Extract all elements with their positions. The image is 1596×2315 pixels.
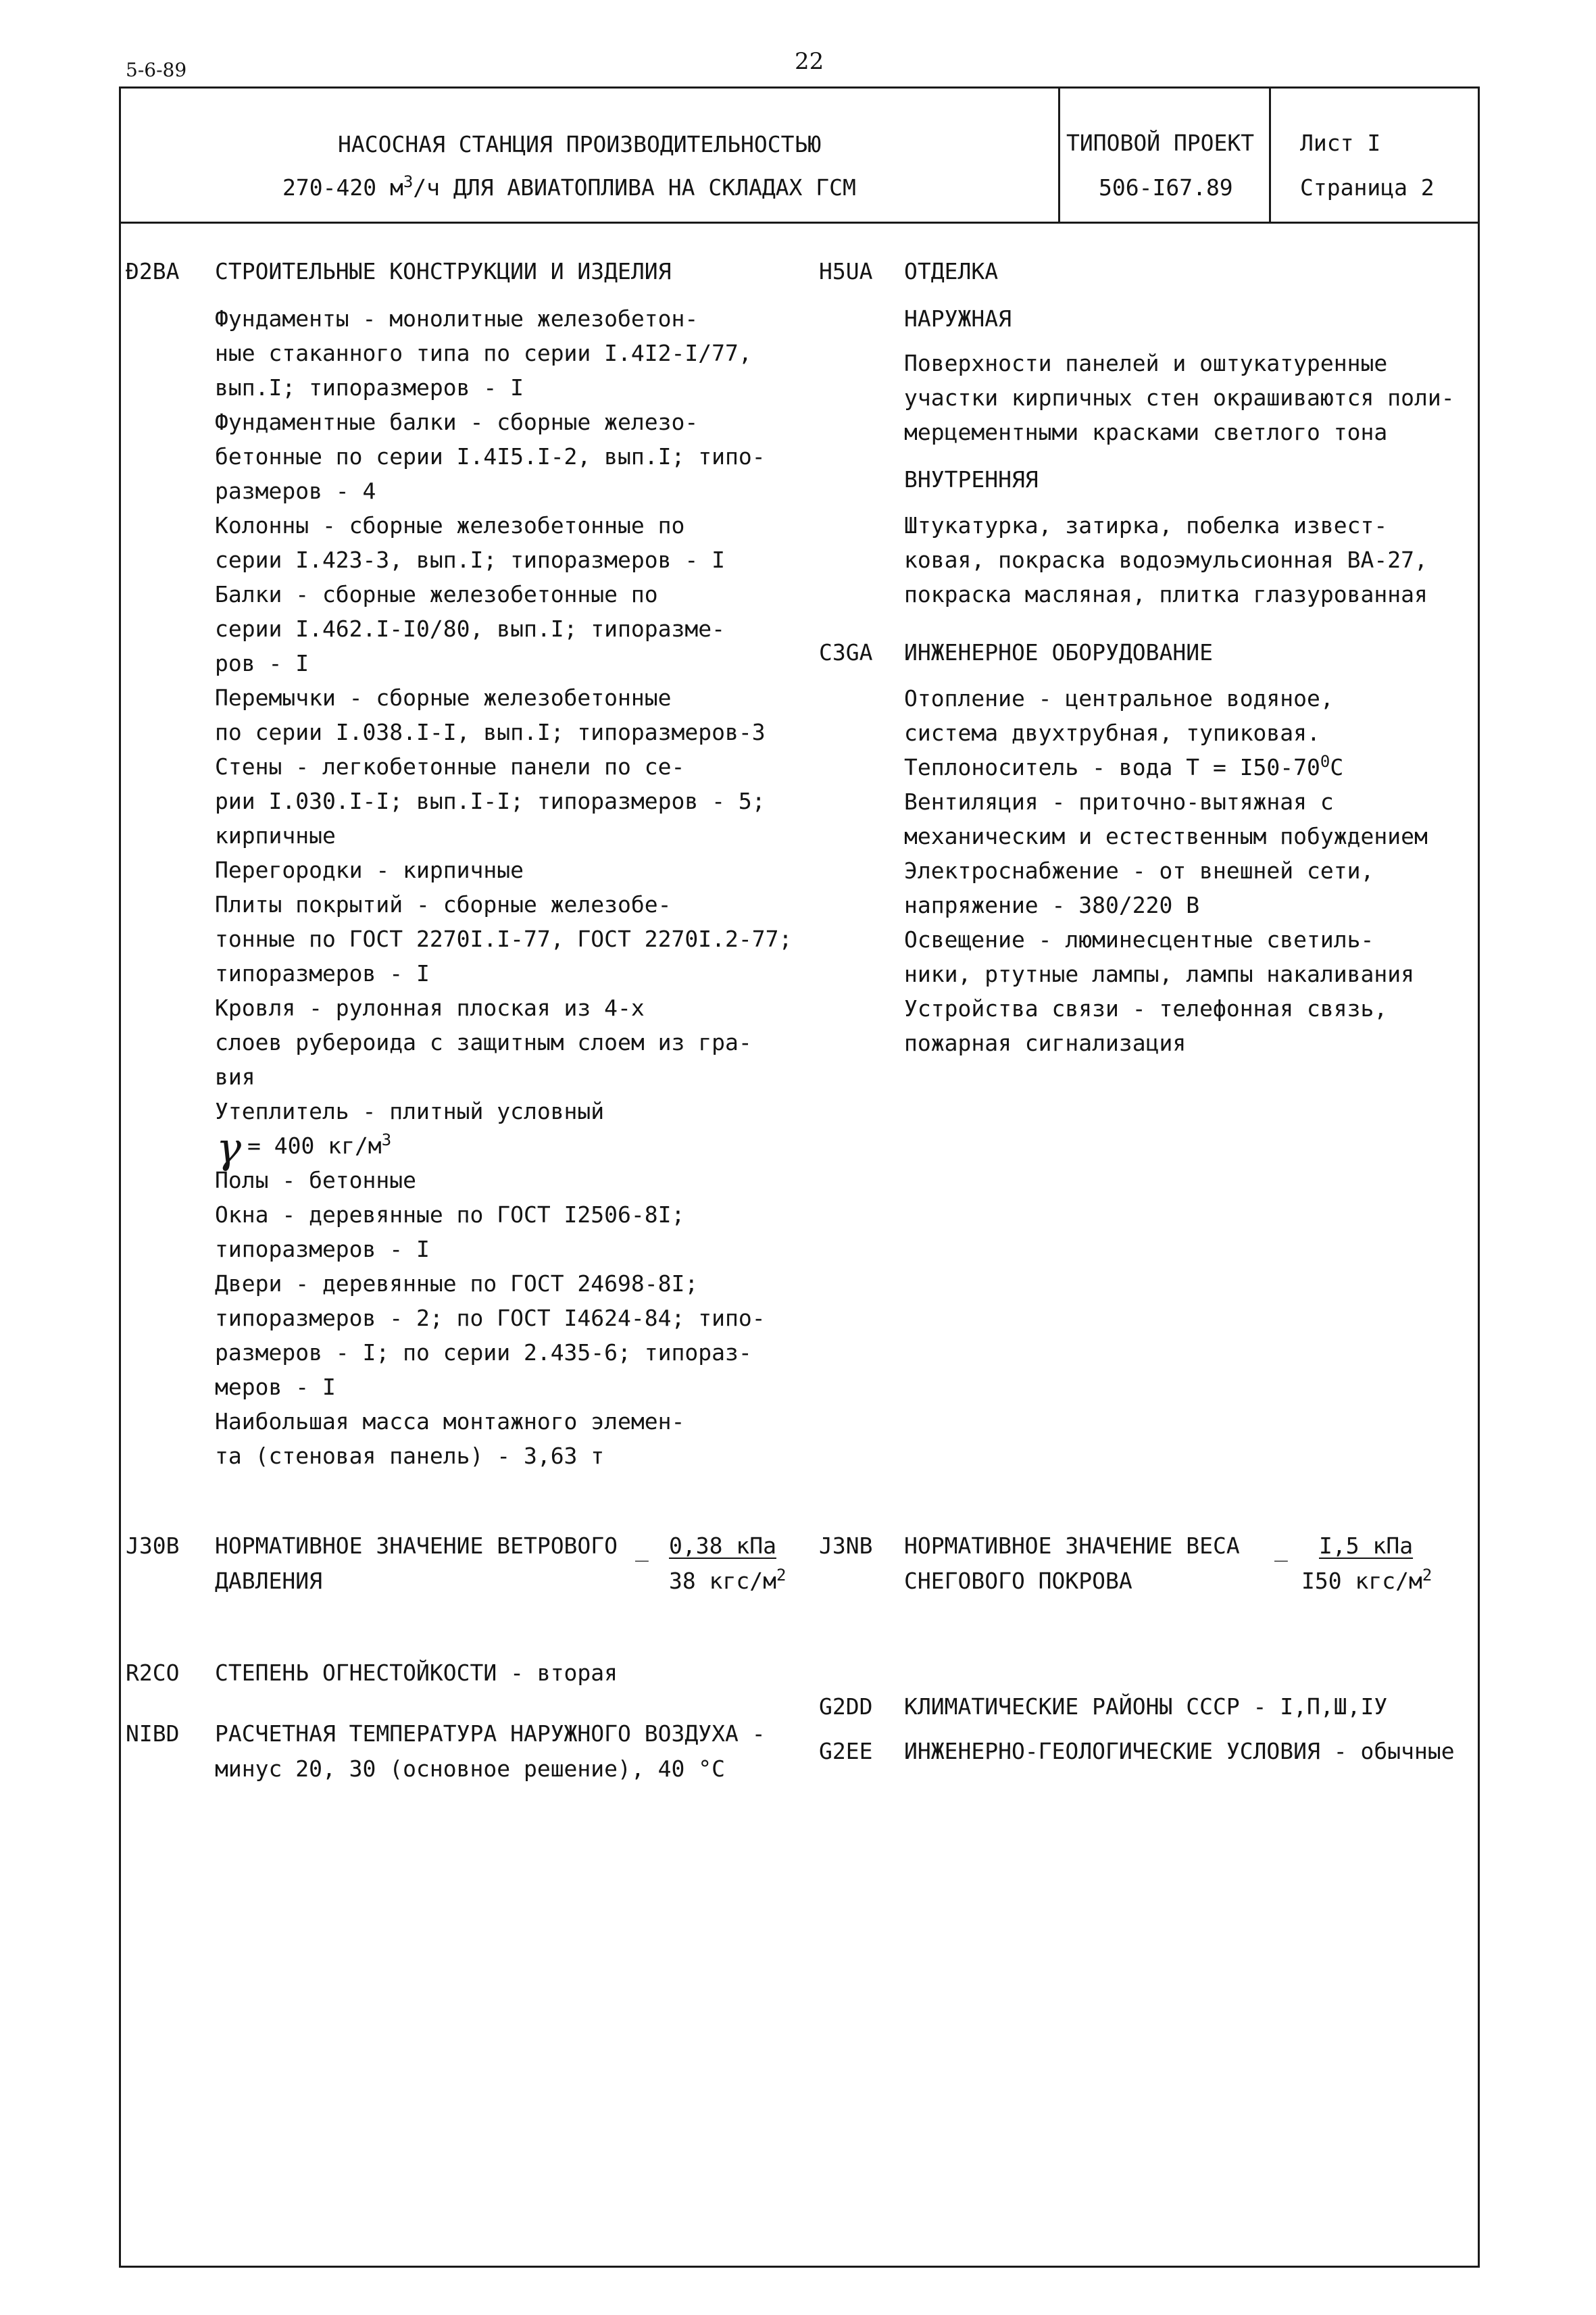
- text-line: типоразмеров - I: [215, 960, 430, 987]
- gamma-value: = 400 $кг/м^3$: [247, 1130, 392, 1159]
- text-line: Перемычки - сборные железобетонные: [215, 684, 672, 711]
- subheading-exterior: НАРУЖНАЯ: [904, 305, 1012, 332]
- text-line: покраска масляная, плитка глазурованная: [904, 581, 1428, 607]
- climate-text: КЛИМАТИЧЕСКИЕ РАЙОНЫ СССР - I,П,Ш,IУ: [904, 1693, 1388, 1720]
- text-line: Теплоноситель - вода $Т = I50-70^0С$: [904, 752, 1344, 780]
- text-line: пожарная сигнализация: [904, 1030, 1187, 1056]
- subheading-interior: ВНУТРЕННЯЯ: [904, 466, 1039, 493]
- temperature-text-2: минус 20, 30 (основное решение), 40 °С: [215, 1756, 725, 1782]
- page-code: 5-6-89: [126, 59, 187, 81]
- section-heading-constructions: СТРОИТЕЛЬНЫЕ КОНСТРУКЦИИ И ИЗДЕЛИЯ: [215, 258, 672, 284]
- text-line: Кровля - рулонная плоская из 4-х: [215, 995, 645, 1021]
- project-number: 506-I67.89: [1099, 174, 1233, 201]
- wind-value-kpa: 0,38 кПа: [669, 1533, 776, 1559]
- section-code-equipment: С3GА: [819, 639, 873, 666]
- section-code-geology: G2ЕЕ: [819, 1738, 873, 1764]
- text-line: мерцементными красками светлого тона: [904, 419, 1388, 445]
- snow-label-2: СНЕГОВОГО ПОКРОВА: [904, 1568, 1132, 1594]
- section-code-wind: J30В: [126, 1533, 180, 1559]
- text-line: Полы - бетонные: [215, 1167, 417, 1193]
- text-line: ров - I: [215, 650, 309, 676]
- text-line: кирпичные: [215, 822, 336, 849]
- text-line: участки кирпичных стен окрашиваются поли-: [904, 384, 1455, 411]
- gamma-symbol: γ: [216, 1123, 242, 1172]
- text-line: Наибольшая масса монтажного элемен-: [215, 1408, 685, 1435]
- section-code-fire: R2СО: [126, 1660, 180, 1686]
- text-line: Электроснабжение - от внешней сети,: [904, 857, 1374, 884]
- text-line: Перегородки - кирпичные: [215, 857, 524, 883]
- section-heading-finishing: ОТДЕЛКА: [904, 258, 999, 284]
- text-line: ники, ртутные лампы, лампы накаливания: [904, 961, 1414, 987]
- text-line: слоев рубероида с защитным слоем из гра-: [215, 1029, 752, 1055]
- text-line: напряжение - 380/220 В: [904, 892, 1200, 918]
- page-number: 22: [795, 48, 824, 75]
- title-line-1: НАСОСНАЯ СТАНЦИЯ ПРОИЗВОДИТЕЛЬНОСТЬЮ: [338, 131, 822, 157]
- wind-label-2: ДАВЛЕНИЯ: [215, 1568, 322, 1594]
- text-line: размеров - 4: [215, 478, 376, 504]
- header-col-divider-2: [1269, 86, 1271, 223]
- wind-dash: _: [635, 1535, 649, 1562]
- text-line: серии I.462.I-I0/80, вып.I; типоразме-: [215, 616, 725, 642]
- section-code-finishing: Н5UА: [819, 258, 873, 284]
- section-code-constructions: Ð2ВА: [126, 258, 180, 284]
- title-line-2: 270-420 $м^3/ч$ ДЛЯ АВИАТОПЛИВА НА СКЛАДАХ ГСМ: [282, 172, 856, 201]
- finishing-interior-body: [904, 508, 1428, 612]
- sheet-label: Лист I: [1300, 130, 1381, 156]
- geology-text: ИНЖЕНЕРНО-ГЕОЛОГИЧЕСКИЕ УСЛОВИЯ - обычные: [904, 1738, 1455, 1764]
- text-line: система двухтрубная, тупиковая.: [904, 720, 1320, 746]
- text-line: рии I.030.I-I; вып.I-I; типоразмеров - 5;: [215, 788, 766, 814]
- wind-value-kgs: 38 кгс/$м^2$: [669, 1566, 787, 1594]
- text-line: Колонны - сборные железобетонные по: [215, 512, 685, 539]
- text-line: механическим и естественным побуждением: [904, 823, 1428, 849]
- text-line: вия: [215, 1064, 255, 1090]
- section-code-climate: G2DD: [819, 1693, 873, 1720]
- text-line: Устройства связи - телефонная связь,: [904, 995, 1388, 1022]
- snow-dash: _: [1274, 1535, 1288, 1562]
- text-line: та (стеновая панель) - 3,63 т: [215, 1443, 605, 1469]
- text-line: по серии I.038.I-I, вып.I; типоразмеров-3: [215, 719, 766, 745]
- header-divider: [119, 222, 1480, 224]
- text-line: тонные по ГОСТ 2270I.I-77, ГОСТ 2270I.2-77;: [215, 926, 793, 952]
- text-line: бетонные по серии I.4I5.I-2, вып.I; типо-: [215, 443, 766, 470]
- snow-value-kgs: I50 кгс/$м^2$: [1301, 1566, 1432, 1594]
- snow-label-1: НОРМАТИВНОЕ ЗНАЧЕНИЕ ВЕСА: [904, 1533, 1240, 1559]
- text-line: Штукатурка, затирка, побелка извест-: [904, 512, 1388, 539]
- text-line: Балки - сборные железобетонные по: [215, 581, 658, 607]
- text-line: вып.I; типоразмеров - I: [215, 374, 524, 401]
- text-line: Отопление - центральное водяное,: [904, 685, 1334, 712]
- project-label: ТИПОВОЙ ПРОЕКТ: [1066, 130, 1255, 156]
- text-line: типоразмеров - 2; по ГОСТ I4624-84; типо-: [215, 1305, 766, 1331]
- page-label: Страница 2: [1300, 174, 1435, 201]
- section-code-snow: J3NВ: [819, 1533, 873, 1559]
- text-line: Поверхности панелей и оштукатуренные: [904, 350, 1388, 376]
- text-line: Вентиляция - приточно-вытяжная с: [904, 789, 1334, 815]
- section-heading-equipment: ИНЖЕНЕРНОЕ ОБОРУДОВАНИЕ: [904, 639, 1213, 666]
- text-line: Фундаментные балки - сборные железо-: [215, 409, 699, 435]
- text-line: размеров - I; по серии 2.435-6; типораз-: [215, 1339, 752, 1366]
- fire-resistance-text: СТЕПЕНЬ ОГНЕСТОЙКОСТИ - вторая: [215, 1660, 618, 1686]
- text-line: Окна - деревянные по ГОСТ I2506-8I;: [215, 1201, 685, 1228]
- text-line: Стены - легкобетонные панели по се-: [215, 753, 685, 780]
- text-line: типоразмеров - I: [215, 1236, 430, 1262]
- section-code-temperature: NIBD: [126, 1720, 180, 1747]
- constructions-body: [215, 301, 792, 1473]
- header-col-divider-1: [1058, 86, 1060, 223]
- gamma-row: [215, 1123, 792, 1172]
- text-line: Двери - деревянные по ГОСТ 24698-8I;: [215, 1270, 699, 1297]
- finishing-exterior-body: [904, 346, 1455, 449]
- text-line: меров - I: [215, 1374, 336, 1400]
- text-line: Плиты покрытий - сборные железобе-: [215, 891, 672, 918]
- text-line: ные стаканного типа по серии I.4I2-I/77,: [215, 340, 752, 366]
- text-line: Утеплитель - плитный условный: [215, 1098, 605, 1124]
- text-line: Освещение - люминесцентные светиль-: [904, 926, 1374, 953]
- text-line: Фундаменты - монолитные железобетон-: [215, 305, 699, 332]
- temperature-text-1: РАСЧЕТНАЯ ТЕМПЕРАТУРА НАРУЖНОГО ВОЗДУХА -: [215, 1720, 766, 1747]
- snow-value-kpa: I,5 кПа: [1319, 1533, 1414, 1559]
- equipment-body: [904, 681, 1428, 1060]
- text-line: серии I.423-3, вып.I; типоразмеров - I: [215, 547, 725, 573]
- text-line: ковая, покраска водоэмульсионная ВА-27,: [904, 547, 1428, 573]
- wind-label-1: НОРМАТИВНОЕ ЗНАЧЕНИЕ ВЕТРОВОГО: [215, 1533, 618, 1559]
